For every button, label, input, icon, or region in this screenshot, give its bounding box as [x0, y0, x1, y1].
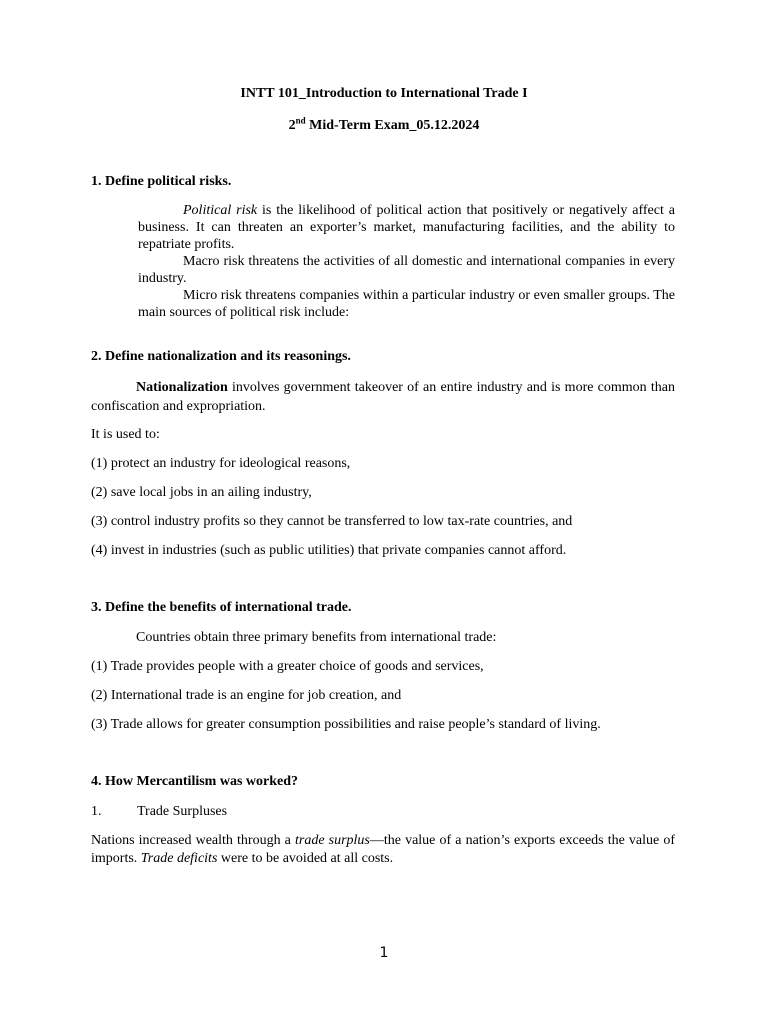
document-title: INTT 101_Introduction to International Trade I: [240, 86, 528, 101]
q4-paragraph: Nations increased wealth through a trade surplus—the value of a nation’s exports exceeds the value of imports. Trade deficits were to be avoided at all costs.: [91, 833, 675, 866]
subtitle-number: 2: [288, 118, 296, 133]
document-subtitle: [0, 115, 768, 134]
q3-list-item: (3) Trade allows for greater consumption possibilities and raise people’s standard of living.: [91, 717, 601, 732]
q1-term: Political risk: [183, 203, 258, 218]
q1-paragraph-1: Political risk is the likelihood of political action that positively or negatively affect a business. It can threaten an exporter’s market, manufacturing facilities, and the ability to repatriate profits.: [138, 203, 675, 252]
q3-list-item: (1) Trade provides people with a greater choice of goods and services,: [91, 659, 484, 674]
q4-term-trade-deficits: Trade deficits: [140, 851, 218, 866]
q1-paragraph-3: Micro risk threatens companies within a particular industry or even smaller groups. The main sources of political risk include:: [138, 288, 675, 320]
subtitle-text: Mid-Term Exam_05.12.2024: [305, 118, 480, 133]
q1-heading: 1. Define political risks.: [91, 174, 232, 189]
q2-list-item: (2) save local jobs in an ailing industry,: [91, 485, 312, 500]
q1-paragraph-2: Macro risk threatens the activities of all domestic and international companies in every industry.: [138, 254, 675, 286]
q3-heading: 3. Define the benefits of international trade.: [91, 600, 352, 615]
q3-intro: Countries obtain three primary benefits from international trade:: [136, 630, 497, 645]
page-number: 1: [379, 945, 389, 961]
q2-paragraph: Nationalization involves government takeover of an entire industry and is more common than confiscation and expropriation.: [91, 380, 675, 414]
q4-list-label: Trade Surpluses: [137, 804, 228, 819]
q2-intro: It is used to:: [91, 427, 160, 442]
q2-heading: 2. Define nationalization and its reasonings.: [91, 349, 351, 364]
q2-list-item: (1) protect an industry for ideological reasons,: [91, 456, 351, 471]
q4-heading: 4. How Mercantilism was worked?: [91, 774, 298, 789]
q1-answer: [138, 202, 675, 321]
q2-list-item: (3) control industry profits so they cannot be transferred to low tax-rate countries, and: [91, 514, 573, 529]
subtitle-ordinal: nd: [295, 115, 306, 126]
q4-list-number: 1.: [91, 804, 102, 819]
q3-list-item: (2) International trade is an engine for job creation, and: [91, 688, 402, 703]
q2-list-item: (4) invest in industries (such as public utilities) that private companies cannot afford.: [91, 543, 567, 558]
q4-term-trade-surplus: trade surplus: [294, 833, 370, 848]
q2-term: Nationalization: [136, 380, 228, 395]
